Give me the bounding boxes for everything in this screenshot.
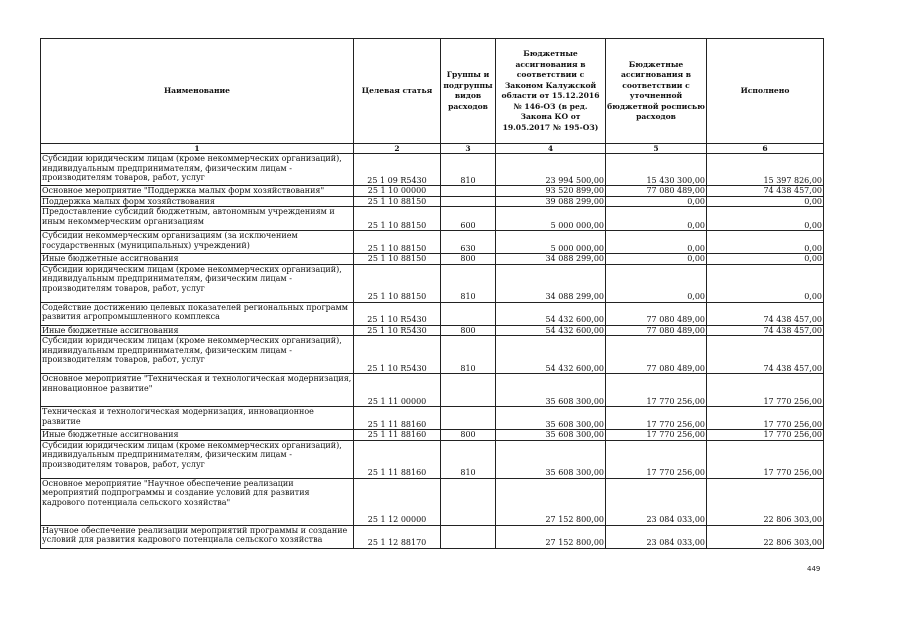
row-name: Предоставление субсидий бюджетным, автономным учреждениям и иным некоммерческим организациям bbox=[41, 207, 354, 231]
row-expense-group: 810 bbox=[441, 336, 496, 374]
table-row bbox=[41, 154, 824, 186]
header-row bbox=[41, 39, 824, 144]
row-target-article: 25 1 11 00000 bbox=[354, 374, 441, 407]
row-expense-group bbox=[441, 196, 496, 207]
row-target-article: 25 1 10 88150 bbox=[354, 207, 441, 231]
row-target-article: 25 1 11 88160 bbox=[354, 430, 441, 441]
row-executed: 0,00 bbox=[707, 254, 824, 265]
row-executed: 74 438 457,00 bbox=[707, 336, 824, 374]
col-number: 4 bbox=[496, 144, 606, 154]
row-budget-law: 35 608 300,00 bbox=[496, 374, 606, 407]
row-expense-group: 630 bbox=[441, 231, 496, 254]
row-budget-refined: 17 770 256,00 bbox=[606, 374, 707, 407]
row-expense-group bbox=[441, 302, 496, 325]
row-budget-refined: 0,00 bbox=[606, 196, 707, 207]
row-executed: 74 438 457,00 bbox=[707, 186, 824, 197]
row-expense-group bbox=[441, 186, 496, 197]
row-name: Субсидии юридическим лицам (кроме некоммерческих организаций), индивидуальным предпринимателям, физическим лицам - производителям товаров, работ, услуг bbox=[41, 440, 354, 478]
row-name: Поддержка малых форм хозяйствования bbox=[41, 196, 354, 207]
row-budget-refined: 0,00 bbox=[606, 254, 707, 265]
row-name: Субсидии юридическим лицам (кроме некоммерческих организаций), индивидуальным предпринимателям, физическим лицам - производителям товаров, работ, услуг bbox=[41, 264, 354, 302]
row-budget-refined: 15 430 300,00 bbox=[606, 154, 707, 186]
row-target-article: 25 1 11 88160 bbox=[354, 440, 441, 478]
row-budget-refined: 77 080 489,00 bbox=[606, 325, 707, 336]
row-name: Субсидии юридическим лицам (кроме некоммерческих организаций), индивидуальным предпринимателям, физическим лицам - производителям товаров, работ, услуг bbox=[41, 154, 354, 186]
col-number: 1 bbox=[41, 144, 354, 154]
table-row bbox=[41, 264, 824, 302]
row-expense-group bbox=[441, 478, 496, 525]
row-expense-group: 800 bbox=[441, 325, 496, 336]
row-executed: 22 806 303,00 bbox=[707, 478, 824, 525]
table-row bbox=[41, 407, 824, 430]
row-budget-law: 35 608 300,00 bbox=[496, 440, 606, 478]
row-budget-refined: 0,00 bbox=[606, 264, 707, 302]
row-budget-law: 34 088 299,00 bbox=[496, 264, 606, 302]
row-budget-refined: 17 770 256,00 bbox=[606, 407, 707, 430]
budget-table-sheet bbox=[40, 38, 823, 549]
row-budget-refined: 0,00 bbox=[606, 231, 707, 254]
header-name: Наименование bbox=[41, 39, 354, 144]
row-target-article: 25 1 10 88150 bbox=[354, 264, 441, 302]
row-budget-refined: 0,00 bbox=[606, 207, 707, 231]
row-expense-group bbox=[441, 374, 496, 407]
page-number: 449 bbox=[807, 565, 821, 573]
row-target-article: 25 1 12 88170 bbox=[354, 525, 441, 548]
table-row bbox=[41, 207, 824, 231]
row-budget-law: 35 608 300,00 bbox=[496, 430, 606, 441]
row-budget-law: 54 432 600,00 bbox=[496, 325, 606, 336]
row-budget-law: 54 432 600,00 bbox=[496, 336, 606, 374]
row-budget-law: 93 520 899,00 bbox=[496, 186, 606, 197]
row-name: Иные бюджетные ассигнования bbox=[41, 325, 354, 336]
row-budget-law: 5 000 000,00 bbox=[496, 207, 606, 231]
row-expense-group: 810 bbox=[441, 440, 496, 478]
row-budget-refined: 23 084 033,00 bbox=[606, 478, 707, 525]
row-executed: 17 770 256,00 bbox=[707, 430, 824, 441]
row-target-article: 25 1 09 R5430 bbox=[354, 154, 441, 186]
row-name: Основное мероприятие "Научное обеспечение реализации мероприятий подпрограммы и создание условий для развития кадрового потенциала сельского хозяйства" bbox=[41, 478, 354, 525]
col-number: 6 bbox=[707, 144, 824, 154]
column-number-row bbox=[41, 144, 824, 154]
row-budget-refined: 17 770 256,00 bbox=[606, 440, 707, 478]
row-name: Основное мероприятие "Поддержка малых форм хозяйствования" bbox=[41, 186, 354, 197]
row-budget-law: 27 152 800,00 bbox=[496, 525, 606, 548]
table-row bbox=[41, 325, 824, 336]
row-budget-law: 39 088 299,00 bbox=[496, 196, 606, 207]
row-expense-group: 600 bbox=[441, 207, 496, 231]
header-target-article: Целевая статья bbox=[354, 39, 441, 144]
col-number: 5 bbox=[606, 144, 707, 154]
table-row bbox=[41, 440, 824, 478]
budget-table bbox=[40, 38, 824, 549]
row-expense-group bbox=[441, 525, 496, 548]
row-budget-refined: 23 084 033,00 bbox=[606, 525, 707, 548]
table-row bbox=[41, 196, 824, 207]
row-executed: 22 806 303,00 bbox=[707, 525, 824, 548]
col-number: 2 bbox=[354, 144, 441, 154]
row-name: Иные бюджетные ассигнования bbox=[41, 430, 354, 441]
row-name: Субсидии юридическим лицам (кроме некоммерческих организаций), индивидуальным предпринимателям, физическим лицам - производителям товаров, работ, услуг bbox=[41, 336, 354, 374]
table-row bbox=[41, 186, 824, 197]
row-name: Научное обеспечение реализации мероприятий программы и создание условий для развития кадрового потенциала сельского хозяйства bbox=[41, 525, 354, 548]
row-executed: 17 770 256,00 bbox=[707, 440, 824, 478]
table-row bbox=[41, 525, 824, 548]
row-budget-refined: 17 770 256,00 bbox=[606, 430, 707, 441]
row-executed: 0,00 bbox=[707, 207, 824, 231]
table-row bbox=[41, 336, 824, 374]
row-name: Субсидии некоммерческим организациям (за исключением государственных (муниципальных) учреждений) bbox=[41, 231, 354, 254]
row-budget-law: 27 152 800,00 bbox=[496, 478, 606, 525]
table-row bbox=[41, 302, 824, 325]
row-name: Содействие достижению целевых показателей региональных программ развития агропромышленного комплекса bbox=[41, 302, 354, 325]
row-target-article: 25 1 10 R5430 bbox=[354, 325, 441, 336]
row-budget-refined: 77 080 489,00 bbox=[606, 336, 707, 374]
row-executed: 74 438 457,00 bbox=[707, 325, 824, 336]
row-target-article: 25 1 10 R5430 bbox=[354, 336, 441, 374]
row-executed: 0,00 bbox=[707, 264, 824, 302]
row-target-article: 25 1 10 88150 bbox=[354, 231, 441, 254]
row-target-article: 25 1 10 88150 bbox=[354, 254, 441, 265]
row-executed: 0,00 bbox=[707, 231, 824, 254]
table-row bbox=[41, 478, 824, 525]
row-budget-law: 54 432 600,00 bbox=[496, 302, 606, 325]
row-target-article: 25 1 10 R5430 bbox=[354, 302, 441, 325]
table-row bbox=[41, 254, 824, 265]
table-row bbox=[41, 374, 824, 407]
row-executed: 74 438 457,00 bbox=[707, 302, 824, 325]
row-executed: 17 770 256,00 bbox=[707, 407, 824, 430]
row-target-article: 25 1 10 00000 bbox=[354, 186, 441, 197]
row-budget-law: 35 608 300,00 bbox=[496, 407, 606, 430]
row-name: Иные бюджетные ассигнования bbox=[41, 254, 354, 265]
row-target-article: 25 1 12 00000 bbox=[354, 478, 441, 525]
row-executed: 15 397 826,00 bbox=[707, 154, 824, 186]
row-budget-refined: 77 080 489,00 bbox=[606, 302, 707, 325]
row-executed: 17 770 256,00 bbox=[707, 374, 824, 407]
row-expense-group: 810 bbox=[441, 264, 496, 302]
header-executed: Исполнено bbox=[707, 39, 824, 144]
header-budget-law: Бюджетные ассигнования в соответствии с Законом Калужской области от 15.12.2016 № 146-ОЗ (в ред. Закона КО от 19.05.2017 № 195-ОЗ) bbox=[496, 39, 606, 144]
row-name: Основное мероприятие "Техническая и технологическая модернизация, инновационное развитие" bbox=[41, 374, 354, 407]
row-budget-law: 5 000 000,00 bbox=[496, 231, 606, 254]
row-expense-group: 800 bbox=[441, 254, 496, 265]
row-target-article: 25 1 11 88160 bbox=[354, 407, 441, 430]
table-row bbox=[41, 231, 824, 254]
row-expense-group: 800 bbox=[441, 430, 496, 441]
row-expense-group bbox=[441, 407, 496, 430]
header-budget-refined: Бюджетные ассигнования в соответствии с уточненной бюджетной росписью расходов bbox=[606, 39, 707, 144]
row-budget-law: 23 994 500,00 bbox=[496, 154, 606, 186]
row-expense-group: 810 bbox=[441, 154, 496, 186]
row-budget-law: 34 088 299,00 bbox=[496, 254, 606, 265]
row-target-article: 25 1 10 88150 bbox=[354, 196, 441, 207]
row-executed: 0,00 bbox=[707, 196, 824, 207]
col-number: 3 bbox=[441, 144, 496, 154]
table-row bbox=[41, 430, 824, 441]
row-name: Техническая и технологическая модернизация, инновационное развитие bbox=[41, 407, 354, 430]
header-expense-groups: Группы и подгруппы видов расходов bbox=[441, 39, 496, 144]
row-budget-refined: 77 080 489,00 bbox=[606, 186, 707, 197]
